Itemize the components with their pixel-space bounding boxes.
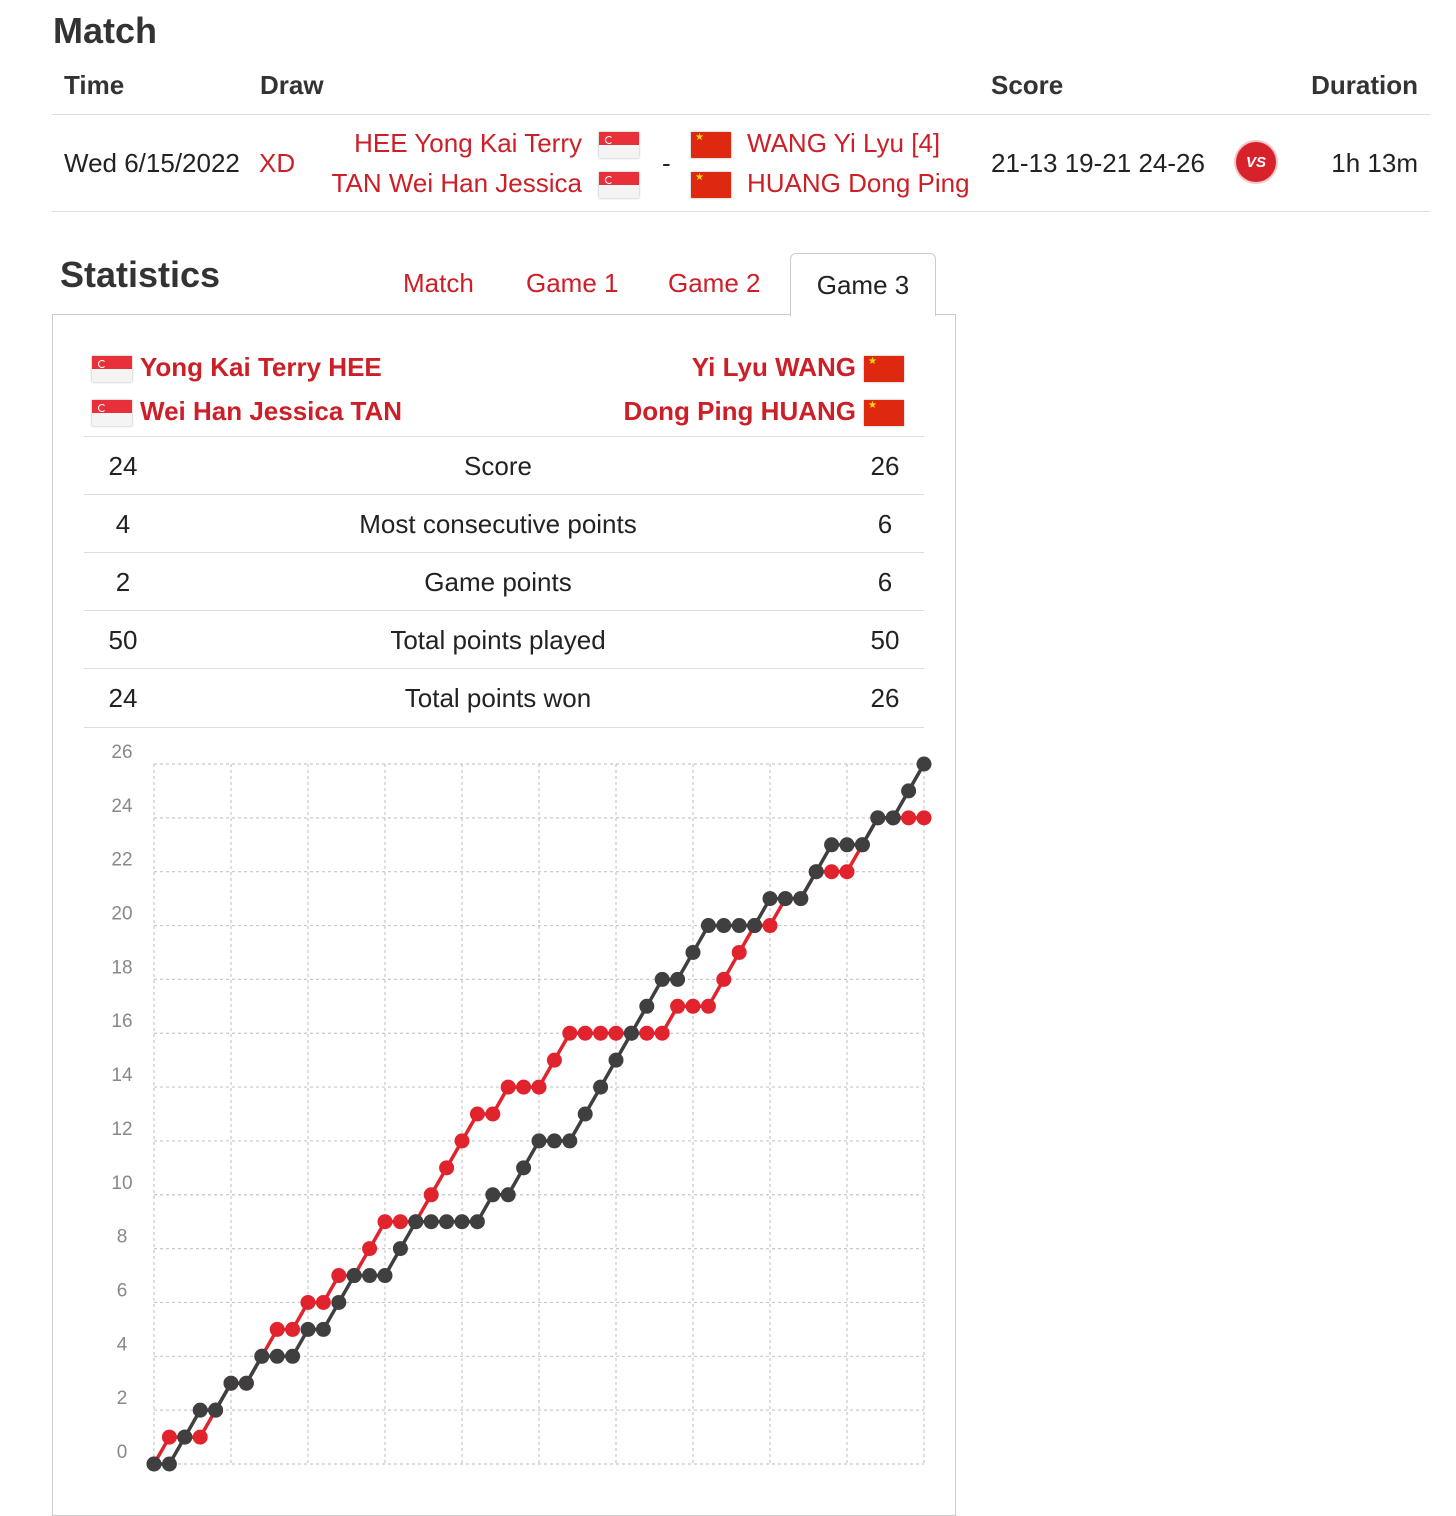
series-point-0 [393,1214,408,1229]
series-point-1 [501,1187,516,1202]
series-point-1 [593,1080,608,1095]
tab-game-1[interactable]: Game 1 [526,268,619,298]
y-tick-label: 24 [111,795,133,817]
series-point-0 [301,1295,316,1310]
series-point-0 [732,945,747,960]
series-point-1 [532,1133,547,1148]
team2-player1-link[interactable]: WANG Yi Lyu [4] [747,128,941,158]
china-flag-icon [864,356,904,382]
series-point-0 [547,1053,562,1068]
team1-player2-name[interactable]: Wei Han Jessica TAN [140,396,403,426]
stat-left-value: 24 [108,683,138,713]
series-point-1 [378,1268,393,1283]
series-point-1 [840,837,855,852]
series-point-1 [639,999,654,1014]
series-point-1 [177,1430,192,1445]
china-flag-icon [691,172,731,198]
series-point-0 [532,1080,547,1095]
y-tick-label: 6 [116,1280,128,1302]
singapore-flag-icon [92,356,132,382]
series-point-1 [578,1107,593,1122]
series-point-0 [362,1241,377,1256]
header-duration: Duration [1311,70,1418,100]
series-point-1 [609,1053,624,1068]
series-point-1 [716,918,731,933]
match-table-header [52,58,1430,115]
vs-icon[interactable]: VS [1236,142,1276,182]
series-point-1 [624,1026,639,1041]
series-point-1 [239,1376,254,1391]
series-point-0 [331,1268,346,1283]
series-point-1 [470,1214,485,1229]
team2-player1-name[interactable]: Yi Lyu WANG [691,352,856,382]
series-point-0 [455,1133,470,1148]
header-draw: Draw [260,70,324,100]
team2-player2-link[interactable]: HUANG Dong Ping [747,168,970,198]
series-point-0 [639,1026,654,1041]
series-point-0 [655,1026,670,1041]
series-point-1 [870,810,885,825]
stat-row-game-points [84,552,924,611]
series-point-0 [917,810,932,825]
header-time: Time [64,70,125,100]
series-point-1 [562,1133,577,1148]
team2-player2-name[interactable]: Dong Ping HUANG [623,396,856,426]
series-point-0 [670,999,685,1014]
stat-left-value: 4 [115,509,131,539]
stat-right-value: 26 [870,683,900,713]
match-draw-link[interactable]: XD [259,148,296,178]
y-tick-label: 18 [111,957,133,979]
score-progression-chart [84,726,944,1486]
series-point-0 [593,1026,608,1041]
series-point-1 [208,1403,223,1418]
y-tick-label: 22 [111,849,133,871]
stat-left-value: 24 [108,451,138,481]
series-point-1 [547,1133,562,1148]
series-point-0 [609,1026,624,1041]
series-point-0 [840,864,855,879]
stat-label: Most consecutive points [359,509,637,539]
series-point-0 [824,864,839,879]
series-point-1 [424,1214,439,1229]
stat-row-points-won [84,668,924,728]
stat-left-value: 50 [108,625,138,655]
stat-right-value: 6 [877,509,893,539]
series-point-0 [424,1187,439,1202]
singapore-flag-icon [599,132,639,158]
y-tick-label: 20 [111,903,133,925]
stat-label: Total points played [390,625,606,655]
stat-label: Game points [424,567,572,597]
series-point-1 [886,810,901,825]
series-point-1 [778,891,793,906]
series-point-1 [732,918,747,933]
china-flag-icon [691,132,731,158]
series-point-1 [655,972,670,987]
series-point-0 [901,810,916,825]
series-point-0 [316,1295,331,1310]
series-point-1 [301,1322,316,1337]
stat-right-value: 6 [877,567,893,597]
stat-left-value: 2 [115,567,131,597]
y-tick-label: 26 [111,742,133,763]
y-tick-label: 14 [111,1065,133,1087]
y-tick-label: 16 [111,1011,133,1033]
china-flag-icon [864,400,904,426]
y-tick-label: 10 [111,1172,133,1194]
series-point-1 [347,1268,362,1283]
tab-game-2[interactable]: Game 2 [668,268,761,298]
series-point-0 [270,1322,285,1337]
series-point-0 [686,999,701,1014]
y-tick-label: 0 [116,1442,128,1463]
y-tick-label: 12 [111,1118,133,1140]
match-duration: 1h 13m [1331,148,1418,178]
series-point-1 [701,918,716,933]
series-point-0 [162,1430,177,1445]
series-point-1 [670,972,685,987]
match-score: 21-13 19-21 24-26 [991,148,1205,178]
tab-game-3-label: Game 3 [816,270,910,300]
header-score: Score [991,70,1064,100]
match-row[interactable] [52,114,1430,212]
stat-row-score [84,436,924,495]
series-point-1 [747,918,762,933]
series-point-1 [793,891,808,906]
series-point-1 [316,1322,331,1337]
team-separator: - [662,148,671,178]
stat-right-value: 50 [870,625,900,655]
series-point-1 [147,1457,162,1472]
series-point-0 [378,1214,393,1229]
series-point-0 [562,1026,577,1041]
stat-right-value: 26 [870,451,900,481]
team1-player1-name[interactable]: Yong Kai Terry HEE [140,352,382,382]
singapore-flag-icon [599,172,639,198]
series-point-0 [485,1107,500,1122]
series-point-1 [408,1214,423,1229]
series-point-1 [824,837,839,852]
series-point-1 [855,837,870,852]
series-point-1 [901,783,916,798]
series-point-1 [270,1349,285,1364]
series-point-0 [285,1322,300,1337]
series-point-1 [162,1457,177,1472]
series-point-0 [439,1160,454,1175]
series-point-1 [331,1295,346,1310]
y-tick-label: 8 [116,1226,128,1248]
series-point-1 [393,1241,408,1256]
series-point-0 [501,1080,516,1095]
series-point-1 [224,1376,239,1391]
y-tick-label: 2 [116,1388,128,1410]
y-tick-label: 4 [116,1334,128,1356]
series-point-1 [439,1214,454,1229]
series-point-1 [763,891,778,906]
series-point-0 [578,1026,593,1041]
singapore-flag-icon [92,400,132,426]
stat-label: Score [464,451,532,481]
stat-row-points-played [84,610,924,669]
series-point-0 [470,1107,485,1122]
series-point-1 [455,1214,470,1229]
series-point-0 [516,1080,531,1095]
series-point-1 [193,1403,208,1418]
series-point-1 [362,1268,377,1283]
stat-row-consecutive [84,494,924,553]
series-point-1 [516,1160,531,1175]
stat-label: Total points won [404,683,592,713]
match-title: Match [53,10,158,51]
series-point-1 [917,757,932,772]
series-point-0 [716,972,731,987]
match-date: Wed 6/15/2022 [64,148,240,178]
series-point-1 [809,864,824,879]
series-point-0 [763,918,778,933]
tab-game-3[interactable] [790,253,936,316]
series-point-0 [701,999,716,1014]
team1-player1-link[interactable]: HEE Yong Kai Terry [354,128,582,158]
statistics-title: Statistics [60,254,221,295]
tab-match[interactable]: Match [403,268,474,298]
team1-player2-link[interactable]: TAN Wei Han Jessica [331,168,582,198]
series-point-1 [254,1349,269,1364]
series-point-0 [193,1430,208,1445]
series-point-1 [686,945,701,960]
series-point-1 [285,1349,300,1364]
series-point-1 [485,1187,500,1202]
